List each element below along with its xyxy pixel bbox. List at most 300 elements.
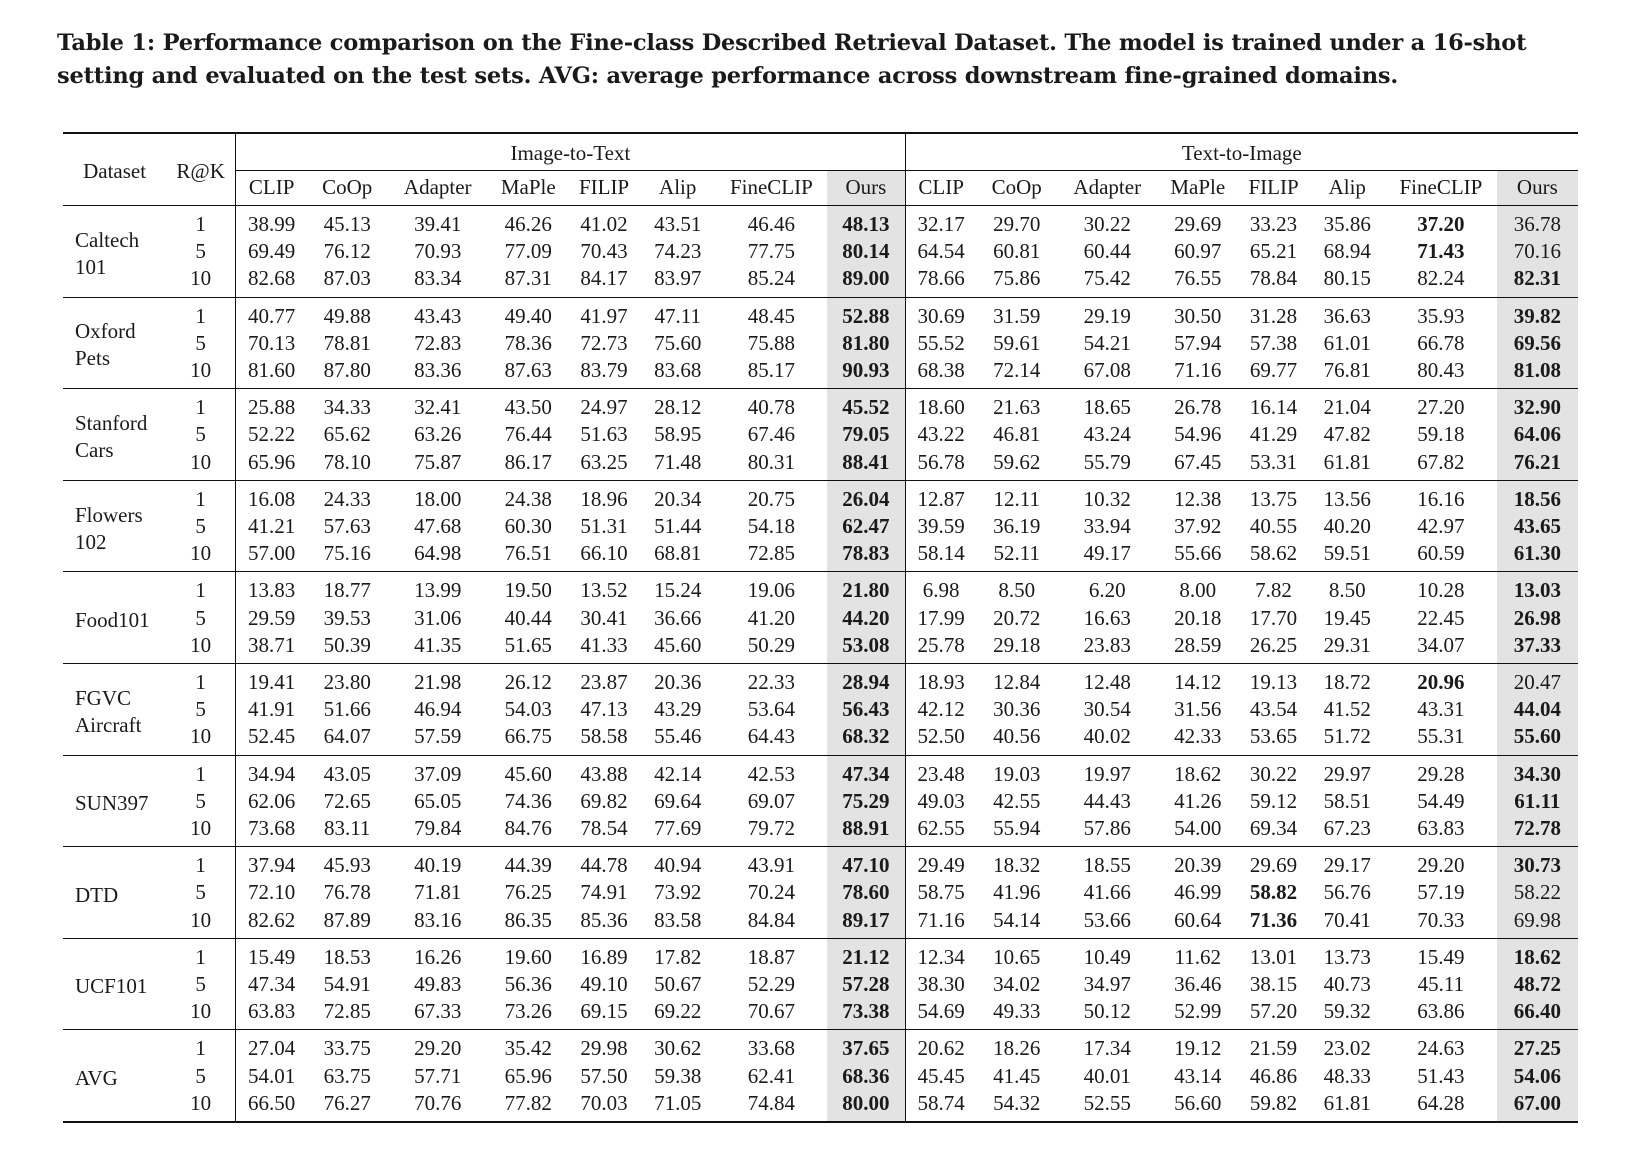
table-row (63, 938, 1578, 971)
i2t-cell: 51.66 (323, 697, 371, 722)
t2i-cell: 76.55 (1158, 265, 1238, 297)
i2t-cell: 88.91 (827, 815, 905, 847)
t2i-cell: 52.11 (977, 540, 1057, 572)
rk-cell: 10 (166, 449, 235, 481)
i2t-cell: 43.50 (504, 395, 552, 420)
t2i-cell: 10.49 (1083, 944, 1131, 969)
t2i-cell: 51.72 (1309, 723, 1385, 755)
i2t-cell: 75.60 (654, 330, 702, 355)
dataset-name-line: DTD (75, 882, 119, 907)
rk-cell: 1 (166, 206, 235, 239)
i2t-cell: 45.60 (504, 761, 552, 786)
table-row (63, 265, 1578, 297)
i2t-cell: 57.59 (387, 723, 488, 755)
t2i-cell: 25.78 (905, 632, 977, 664)
i2t-cell: 70.76 (414, 1090, 462, 1115)
i2t-cell: 67.33 (387, 998, 488, 1030)
dataset-name-cell (63, 206, 166, 298)
dataset-name-cell (63, 480, 166, 572)
i2t-cell: 80.31 (716, 449, 828, 481)
i2t-cell: 78.83 (827, 540, 905, 572)
t2i-cell: 62.55 (905, 815, 977, 847)
i2t-cell: 84.76 (488, 815, 568, 847)
t2i-cell: 68.94 (1323, 239, 1371, 264)
t2i-cell: 53.66 (1057, 907, 1158, 939)
t2i-cell: 29.20 (1417, 853, 1465, 878)
i2t-cell: 45.52 (827, 389, 905, 422)
i2t-cell: 21.12 (827, 938, 905, 971)
i2t-cell: 47.68 (414, 514, 462, 539)
t2i-cell: 59.12 (1249, 788, 1298, 813)
t2i-cell: 12.11 (993, 486, 1040, 511)
t2i-cell: 45.45 (917, 1063, 965, 1088)
table-row (63, 755, 1578, 788)
t2i-cell: 41.52 (1323, 697, 1371, 722)
t2i-cell: 21.59 (1249, 1036, 1298, 1061)
i2t-cell: 25.88 (248, 395, 296, 420)
i2t-cell: 65.96 (504, 1063, 552, 1088)
t2i-cell: 21.63 (993, 395, 1041, 420)
i2t-cell: 70.43 (580, 239, 628, 264)
dataset-name-line: AVG (75, 1065, 118, 1090)
t2i-cell: 29.28 (1417, 761, 1465, 786)
i2t-cell: 39.41 (414, 212, 462, 236)
t2i-cell: 20.47 (1497, 664, 1578, 697)
t2i-cell: 12.48 (1083, 670, 1131, 695)
header-t2i-filip: FILIP (1248, 175, 1299, 200)
t2i-cell: 34.07 (1385, 632, 1497, 664)
t2i-cell: 16.14 (1249, 395, 1298, 420)
i2t-cell: 18.77 (323, 578, 371, 603)
t2i-cell: 42.12 (917, 697, 965, 722)
i2t-cell: 18.87 (747, 944, 796, 969)
i2t-cell: 53.64 (747, 697, 796, 722)
i2t-cell: 72.65 (323, 788, 371, 813)
i2t-cell: 73.38 (827, 998, 905, 1030)
t2i-cell: 35.93 (1417, 303, 1465, 328)
table-row (63, 480, 1578, 513)
t2i-cell: 59.62 (977, 449, 1057, 481)
i2t-cell: 51.31 (580, 514, 628, 539)
t2i-cell: 59.18 (1417, 422, 1465, 447)
rk-cell: 10 (166, 1090, 235, 1122)
t2i-cell: 41.96 (993, 880, 1041, 905)
i2t-cell: 63.83 (236, 998, 308, 1030)
t2i-cell: 23.02 (1323, 1036, 1371, 1061)
t2i-cell: 70.16 (1497, 238, 1578, 265)
i2t-cell: 63.26 (414, 422, 462, 447)
i2t-cell: 49.88 (323, 303, 371, 328)
i2t-cell: 69.64 (654, 788, 702, 813)
i2t-cell: 90.93 (827, 357, 905, 389)
dataset-name-line: Aircraft (75, 712, 142, 737)
i2t-cell: 50.39 (307, 632, 387, 664)
i2t-cell: 79.84 (387, 815, 488, 847)
t2i-cell: 30.22 (1083, 212, 1131, 236)
t2i-cell: 54.96 (1174, 422, 1222, 447)
header-row-groups (63, 133, 1578, 171)
i2t-cell: 47.10 (827, 847, 905, 880)
t2i-cell: 63.86 (1385, 998, 1497, 1030)
i2t-cell: 40.19 (414, 853, 462, 878)
i2t-cell: 63.25 (568, 449, 640, 481)
header-i2t-alip: Alip (659, 175, 697, 200)
t2i-cell: 54.14 (977, 907, 1057, 939)
table-row (63, 238, 1578, 265)
rk-cell: 10 (166, 540, 235, 572)
t2i-cell: 65.21 (1249, 239, 1298, 264)
i2t-cell: 37.65 (827, 1030, 905, 1063)
t2i-cell: 64.28 (1417, 1090, 1465, 1115)
i2t-cell: 41.35 (387, 632, 488, 664)
t2i-cell: 60.64 (1158, 907, 1238, 939)
t2i-cell: 29.31 (1309, 632, 1385, 664)
t2i-cell: 57.20 (1238, 998, 1310, 1030)
i2t-cell: 45.13 (323, 212, 371, 236)
header-image-to-text: Image-to-Text (236, 133, 906, 171)
i2t-cell: 83.16 (387, 907, 488, 939)
i2t-cell: 41.33 (568, 632, 640, 664)
t2i-cell: 55.94 (977, 815, 1057, 847)
t2i-cell: 66.78 (1417, 330, 1465, 355)
t2i-cell: 29.17 (1323, 853, 1371, 878)
table-row (63, 847, 1578, 880)
i2t-cell: 81.80 (827, 330, 905, 357)
rk-cell: 5 (166, 605, 235, 632)
i2t-cell: 83.97 (640, 265, 716, 297)
i2t-cell: 50.29 (716, 632, 828, 664)
t2i-cell: 54.69 (905, 998, 977, 1030)
t2i-cell: 11.62 (1174, 944, 1221, 969)
i2t-cell: 40.94 (654, 853, 702, 878)
i2t-cell: 33.68 (747, 1036, 796, 1061)
t2i-cell: 52.55 (1083, 1090, 1131, 1115)
i2t-cell: 34.94 (248, 761, 296, 786)
i2t-cell: 24.33 (323, 486, 371, 511)
i2t-cell: 23.80 (323, 670, 371, 695)
t2i-cell: 30.73 (1497, 847, 1578, 880)
t2i-cell: 36.63 (1323, 303, 1371, 328)
t2i-cell: 37.20 (1417, 212, 1465, 236)
table-row (63, 998, 1578, 1030)
i2t-cell: 46.46 (747, 212, 796, 236)
t2i-cell: 54.00 (1158, 815, 1238, 847)
rk-cell: 5 (166, 971, 235, 998)
i2t-cell: 83.79 (568, 357, 640, 389)
t2i-cell: 38.15 (1249, 972, 1298, 997)
t2i-cell: 50.12 (1057, 998, 1158, 1030)
t2i-cell: 10.32 (1083, 486, 1131, 511)
table-caption: Table 1: Performance comparison on the Fine-class Described Retrieval Dataset. The model is trained under a 16-shot setting and evaluated on the test sets. AVG: average performance across downstream fine-grained domains. (57, 30, 1527, 89)
i2t-cell: 69.15 (568, 998, 640, 1030)
i2t-cell: 21.98 (414, 670, 462, 695)
t2i-cell: 37.33 (1497, 632, 1578, 664)
i2t-cell: 38.99 (248, 212, 296, 236)
i2t-cell: 78.60 (827, 879, 905, 906)
i2t-cell: 62.47 (827, 513, 905, 540)
dataset-name-line: Cars (75, 438, 114, 463)
i2t-cell: 89.00 (827, 265, 905, 297)
i2t-cell: 46.26 (504, 212, 552, 236)
dataset-name-line: Caltech (75, 227, 140, 252)
rk-cell: 1 (166, 755, 235, 788)
rk-cell: 1 (166, 847, 235, 880)
t2i-cell: 6.98 (922, 578, 960, 603)
i2t-cell: 58.58 (568, 723, 640, 755)
i2t-cell: 44.20 (827, 605, 905, 632)
rk-cell: 1 (166, 1030, 235, 1063)
i2t-cell: 68.32 (827, 723, 905, 755)
t2i-cell: 70.33 (1385, 907, 1497, 939)
t2i-cell: 56.60 (1174, 1090, 1222, 1115)
i2t-cell: 62.41 (747, 1063, 796, 1088)
i2t-cell: 76.25 (504, 880, 552, 905)
t2i-cell: 27.20 (1417, 395, 1465, 420)
i2t-cell: 87.89 (307, 907, 387, 939)
rk-cell: 1 (166, 664, 235, 697)
t2i-cell: 71.16 (905, 907, 977, 939)
t2i-cell: 68.38 (905, 357, 977, 389)
header-i2t-adapter: Adapter (403, 175, 472, 200)
t2i-cell: 39.82 (1497, 297, 1578, 330)
rk-cell: 5 (166, 238, 235, 265)
t2i-cell: 69.98 (1497, 907, 1578, 939)
dataset-name-cell (63, 755, 166, 847)
table-body (63, 206, 1578, 1123)
i2t-cell: 68.36 (827, 1063, 905, 1090)
t2i-cell: 12.38 (1174, 486, 1222, 511)
i2t-cell: 40.77 (248, 303, 296, 328)
table-row (63, 605, 1578, 632)
t2i-cell: 12.87 (917, 486, 965, 511)
i2t-cell: 70.13 (248, 330, 296, 355)
i2t-cell: 41.02 (580, 212, 628, 236)
dataset-name-line: UCF101 (75, 974, 148, 999)
t2i-cell: 34.97 (1083, 972, 1131, 997)
table-row (63, 513, 1578, 540)
i2t-cell: 76.51 (488, 540, 568, 572)
t2i-cell: 78.84 (1238, 265, 1310, 297)
i2t-cell: 47.11 (654, 303, 701, 328)
t2i-cell: 13.73 (1323, 944, 1371, 969)
t2i-cell: 43.54 (1249, 697, 1298, 722)
rk-cell: 5 (166, 788, 235, 815)
i2t-cell: 64.98 (387, 540, 488, 572)
t2i-cell: 58.22 (1497, 879, 1578, 906)
t2i-cell: 42.97 (1417, 514, 1465, 539)
i2t-cell: 88.41 (827, 449, 905, 481)
t2i-cell: 75.42 (1057, 265, 1158, 297)
i2t-cell: 17.82 (654, 944, 702, 969)
t2i-cell: 43.31 (1417, 697, 1465, 722)
t2i-cell: 55.60 (1497, 723, 1578, 755)
t2i-cell: 19.13 (1249, 670, 1298, 695)
i2t-cell: 40.44 (504, 605, 552, 630)
t2i-cell: 43.65 (1497, 513, 1578, 540)
rk-cell: 1 (166, 297, 235, 330)
header-i2t-ours: Ours (827, 171, 905, 206)
t2i-cell: 33.94 (1083, 514, 1131, 539)
i2t-cell: 47.34 (248, 972, 296, 997)
i2t-cell: 20.34 (654, 486, 702, 511)
dataset-name-line: Flowers (75, 502, 143, 527)
rk-cell: 10 (166, 357, 235, 389)
t2i-cell: 29.18 (977, 632, 1057, 664)
t2i-cell: 53.65 (1238, 723, 1310, 755)
i2t-cell: 87.03 (307, 265, 387, 297)
i2t-cell: 67.46 (747, 422, 796, 447)
i2t-cell: 29.20 (414, 1036, 462, 1061)
dataset-name-line: SUN397 (75, 790, 149, 815)
i2t-cell: 44.78 (580, 853, 628, 878)
i2t-cell: 66.75 (488, 723, 568, 755)
t2i-cell: 76.81 (1309, 357, 1385, 389)
t2i-cell: 80.15 (1309, 265, 1385, 297)
t2i-cell: 49.17 (1057, 540, 1158, 572)
t2i-cell: 19.45 (1323, 605, 1371, 630)
rk-cell: 10 (166, 998, 235, 1030)
dataset-name-line: FGVC (75, 685, 132, 710)
i2t-cell: 84.17 (568, 265, 640, 297)
i2t-cell: 77.75 (747, 239, 796, 264)
t2i-cell: 13.75 (1249, 486, 1298, 511)
i2t-cell: 27.04 (248, 1036, 296, 1061)
i2t-cell: 43.29 (654, 697, 702, 722)
header-row-methods (63, 171, 1578, 206)
table-row (63, 330, 1578, 357)
t2i-cell: 37.92 (1174, 514, 1222, 539)
t2i-cell: 46.99 (1174, 880, 1222, 905)
i2t-cell: 30.62 (654, 1036, 702, 1061)
i2t-cell: 86.17 (488, 449, 568, 481)
i2t-cell: 65.62 (323, 422, 371, 447)
i2t-cell: 69.49 (248, 239, 296, 264)
i2t-cell: 64.07 (307, 723, 387, 755)
i2t-cell: 85.17 (716, 357, 828, 389)
i2t-cell: 43.91 (747, 853, 796, 878)
t2i-cell: 42.55 (993, 788, 1041, 813)
i2t-cell: 57.71 (414, 1063, 462, 1088)
t2i-cell: 61.11 (1497, 788, 1578, 815)
i2t-cell: 62.06 (248, 788, 296, 813)
t2i-cell: 12.34 (917, 944, 965, 969)
results-table (63, 132, 1578, 1123)
i2t-cell: 35.42 (504, 1036, 552, 1061)
t2i-cell: 59.51 (1309, 540, 1385, 572)
i2t-cell: 24.38 (504, 486, 552, 511)
i2t-cell: 49.10 (580, 972, 628, 997)
header-i2t-fineclip: FineCLIP (729, 175, 813, 200)
t2i-cell: 43.22 (917, 422, 965, 447)
t2i-cell: 59.61 (993, 330, 1041, 355)
t2i-cell: 8.00 (1179, 578, 1217, 603)
i2t-cell: 70.03 (580, 1090, 628, 1115)
table-row (63, 449, 1578, 481)
rk-cell: 10 (166, 907, 235, 939)
i2t-cell: 28.94 (827, 664, 905, 697)
i2t-cell: 77.82 (504, 1090, 552, 1115)
t2i-cell: 58.82 (1249, 880, 1298, 905)
t2i-cell: 29.70 (993, 212, 1041, 236)
i2t-cell: 20.36 (654, 670, 702, 695)
t2i-cell: 69.77 (1238, 357, 1310, 389)
table-row (63, 540, 1578, 572)
t2i-cell: 10.28 (1417, 578, 1465, 603)
i2t-cell: 28.12 (654, 395, 702, 420)
t2i-cell: 19.97 (1083, 761, 1131, 786)
t2i-cell: 6.20 (1088, 578, 1126, 603)
t2i-cell: 18.72 (1323, 670, 1371, 695)
t2i-cell: 30.50 (1174, 303, 1222, 328)
i2t-cell: 54.18 (747, 514, 796, 539)
i2t-cell: 75.16 (307, 540, 387, 572)
t2i-cell: 59.32 (1309, 998, 1385, 1030)
i2t-cell: 81.60 (236, 357, 308, 389)
i2t-cell: 41.97 (580, 303, 628, 328)
t2i-cell: 57.19 (1417, 880, 1465, 905)
table-row (63, 788, 1578, 815)
i2t-cell: 83.58 (640, 907, 716, 939)
rk-cell: 1 (166, 389, 235, 422)
i2t-cell: 66.10 (568, 540, 640, 572)
i2t-cell: 18.00 (414, 486, 462, 511)
rk-cell: 10 (166, 815, 235, 847)
dataset-name-line: Oxford (75, 319, 136, 344)
t2i-cell: 20.96 (1417, 670, 1465, 695)
i2t-cell: 72.85 (307, 998, 387, 1030)
t2i-cell: 35.86 (1323, 212, 1371, 236)
dataset-name-line: 101 (75, 254, 107, 279)
t2i-cell: 26.25 (1238, 632, 1310, 664)
t2i-cell: 8.50 (1328, 578, 1366, 603)
t2i-cell: 40.73 (1323, 972, 1371, 997)
i2t-cell: 87.31 (488, 265, 568, 297)
t2i-cell: 15.49 (1417, 944, 1465, 969)
dataset-name-cell (63, 297, 166, 389)
i2t-cell: 76.12 (323, 239, 371, 264)
t2i-cell: 33.23 (1249, 212, 1298, 236)
t2i-cell: 29.69 (1174, 212, 1222, 236)
i2t-cell: 37.94 (248, 853, 296, 878)
i2t-cell: 41.91 (248, 697, 296, 722)
i2t-cell: 22.33 (747, 670, 796, 695)
t2i-cell: 30.36 (993, 697, 1041, 722)
i2t-cell: 34.33 (323, 395, 371, 420)
dataset-name-cell (63, 389, 166, 481)
i2t-cell: 54.01 (248, 1063, 296, 1088)
i2t-cell: 43.05 (323, 761, 371, 786)
t2i-cell: 40.56 (977, 723, 1057, 755)
t2i-cell: 61.81 (1323, 1090, 1371, 1115)
header-t2i-fineclip: FineCLIP (1399, 175, 1483, 200)
i2t-cell: 74.91 (580, 880, 628, 905)
t2i-cell: 49.33 (977, 998, 1057, 1030)
i2t-cell: 57.63 (323, 514, 371, 539)
table-row (63, 389, 1578, 422)
header-text-to-image: Text-to-Image (905, 133, 1578, 171)
i2t-cell: 86.35 (488, 907, 568, 939)
t2i-cell: 18.56 (1497, 480, 1578, 513)
t2i-cell: 59.82 (1249, 1090, 1298, 1115)
i2t-cell: 58.95 (654, 422, 702, 447)
table-row (63, 206, 1578, 239)
t2i-cell: 82.31 (1497, 265, 1578, 297)
t2i-cell: 42.33 (1158, 723, 1238, 755)
t2i-cell: 47.82 (1323, 422, 1371, 447)
i2t-cell: 59.38 (654, 1063, 702, 1088)
t2i-cell: 63.83 (1385, 815, 1497, 847)
rk-cell: 10 (166, 723, 235, 755)
